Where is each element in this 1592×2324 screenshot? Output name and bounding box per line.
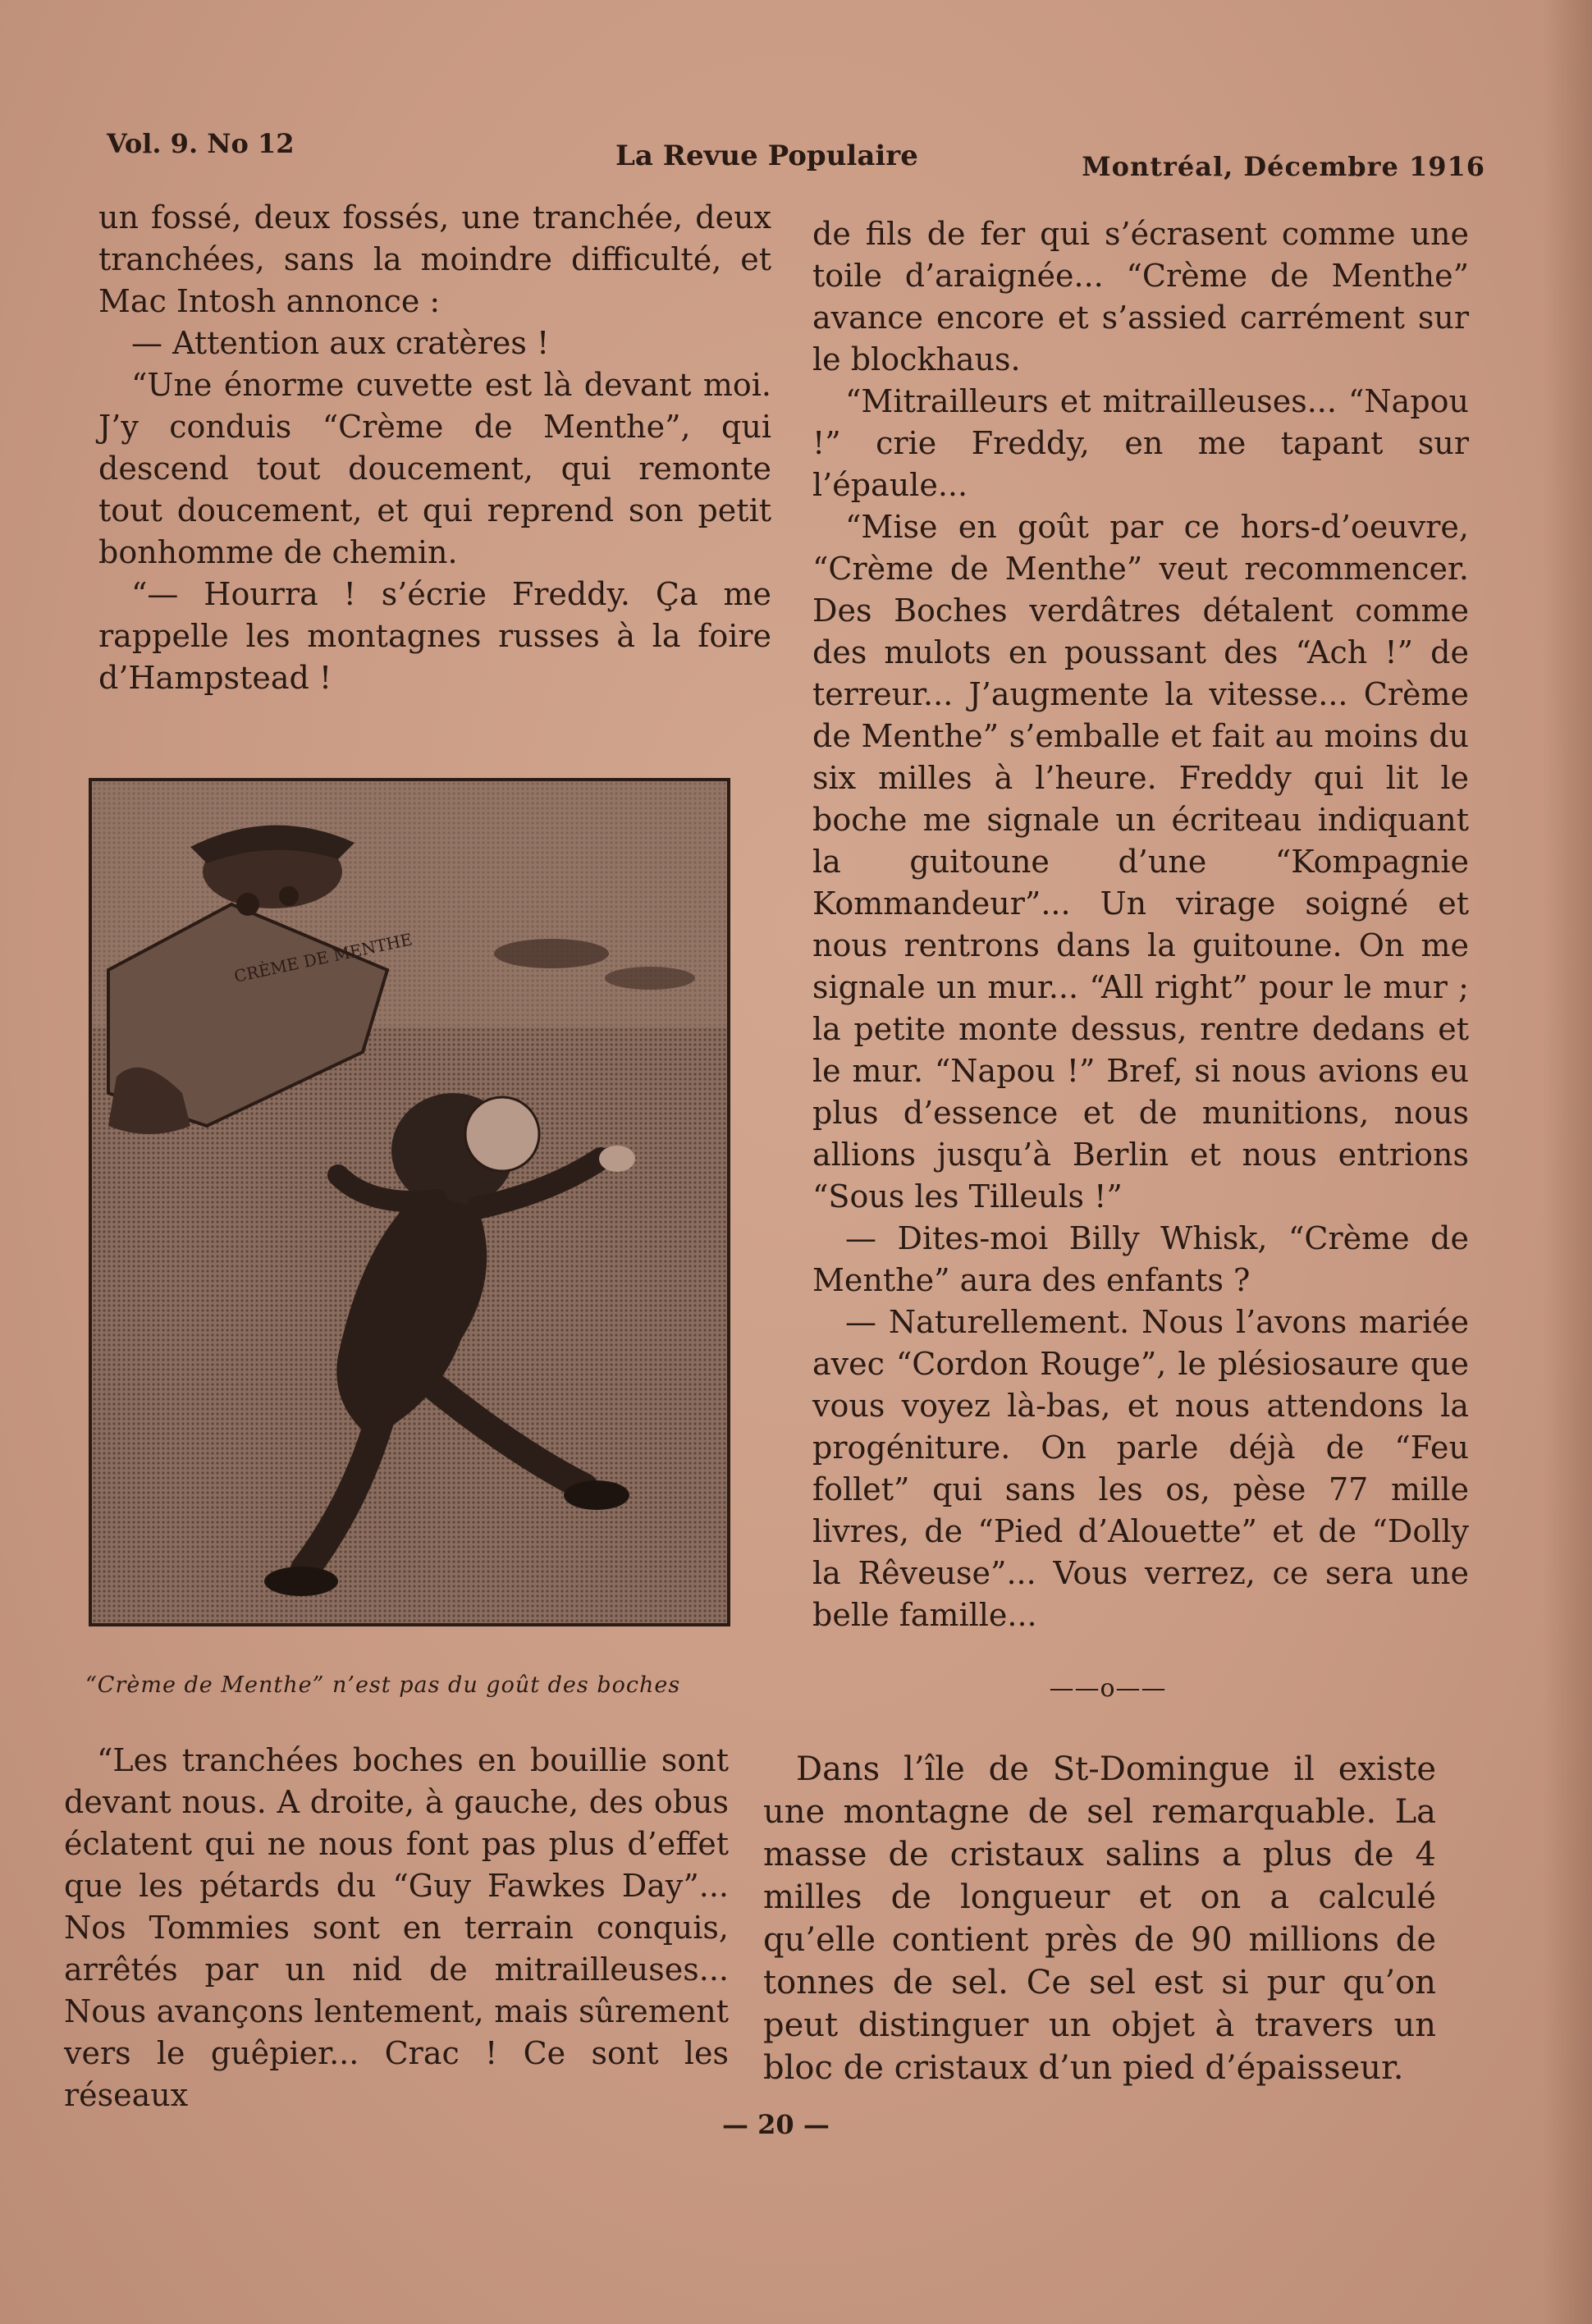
tank-illustration [89, 778, 730, 1626]
left-column-bottom [64, 1740, 729, 2116]
paragraph: un fossé, deux fossés, une tranchée, deux tranchées, sans la moindre difficulté, et Mac Intosh annonce : [98, 199, 771, 319]
publication-title: La Revue Populaire [615, 140, 918, 172]
illustration-caption: “Crème de Menthe” n’est pas du goût des boches [85, 1672, 681, 1698]
paragraph: “Une énorme cuvette est là devant moi. J’y conduis “Crème de Menthe”, qui descend tout doucement, qui remonte tout doucement, et qui reprend son petit bonhomme de chemin. [98, 367, 771, 570]
page-edge-shadow [1543, 0, 1592, 2324]
paragraph: — Attention aux cratères ! [131, 325, 550, 361]
paragraph: “Mise en goût par ce hors-d’oeuvre, “Crème de Menthe” veut recommencer. Des Boches verdâtres détalent comme des mulots en poussant des “Ach !” de terreur... J’augmente la vitesse... Crème de Menthe” s’emballe et fait au moins du six milles à l’heure. Freddy qui lit le boche me signale un écriteau indiquant la guitoune d’une “Kompagnie Kommandeur”... Un virage soigné et nous rentrons dans la guitoune. On me signale un mur... “All right” pour le mur ; la petite monte dessus, rentre dedans et le mur. “Napou !” Bref, si nous avions eu plus d’essence et de munitions, nous allions jusqu’à Berlin et nous entrions “Sous les Tilleuls !” [812, 509, 1469, 1215]
page-number: — 20 — [722, 2109, 830, 2140]
illustration-drawing [92, 781, 727, 1623]
section-divider: ——o—— [1049, 1674, 1167, 1703]
paragraph: Dans l’île de St-Domingue il existe une montagne de sel remarquable. La masse de cristaux salins a plus de 4 milles de longueur et on a calculé qu’elle contient près de 90 millions de tonnes de sel. Ce sel est si pur qu’on peut distinguer un objet à travers un bloc de cristaux d’un pied d’épaisseur. [763, 1750, 1436, 2087]
right-column [812, 213, 1469, 1636]
running-header [107, 123, 1485, 182]
right-column-bottom [763, 1748, 1436, 2089]
left-column-top [98, 197, 771, 699]
issue-date: Montréal, Décembre 1916 [1082, 151, 1485, 182]
volume-number: Vol. 9. No 12 [107, 128, 295, 159]
paragraph: — Naturellement. Nous l’avons mariée avec “Cordon Rouge”, le plésiosaure que vous voyez là-bas, et nous attendons la progéniture. On parle déjà de “Feu follet” qui sans les os, pèse 77 mille livres, de “Pied d’Alouette” et de “Dolly la Rêveuse”... Vous verrez, ce sera une belle famille... [812, 1304, 1469, 1633]
paragraph: “Mitrailleurs et mitrailleuses... “Napou !” crie Freddy, en me tapant sur l’épaule... [812, 383, 1469, 503]
paragraph: — Dites-moi Billy Whisk, “Crème de Menthe” aura des enfants ? [812, 1220, 1469, 1298]
tank-label: CRÈME DE MENTHE [232, 929, 414, 986]
paragraph: “— Hourra ! s’écrie Freddy. Ça me rappelle les montagnes russes à la foire d’Hampstead ! [98, 576, 771, 696]
paragraph: de fils de fer qui s’écrasent comme une toile d’araignée... “Crème de Menthe” avance encore et s’assied carrément sur le blockhaus. [812, 216, 1469, 377]
paragraph: “Les tranchées boches en bouillie sont devant nous. A droite, à gauche, des obus éclatent qui ne nous font pas plus d’effet que les pétards du “Guy Fawkes Day”... Nos Tommies sont en terrain conquis, arrêtés par un nid de mitrailleuses... Nous avançons lentement, mais sûrement vers le guêpier... Crac ! Ce sont les réseaux [64, 1742, 729, 2113]
